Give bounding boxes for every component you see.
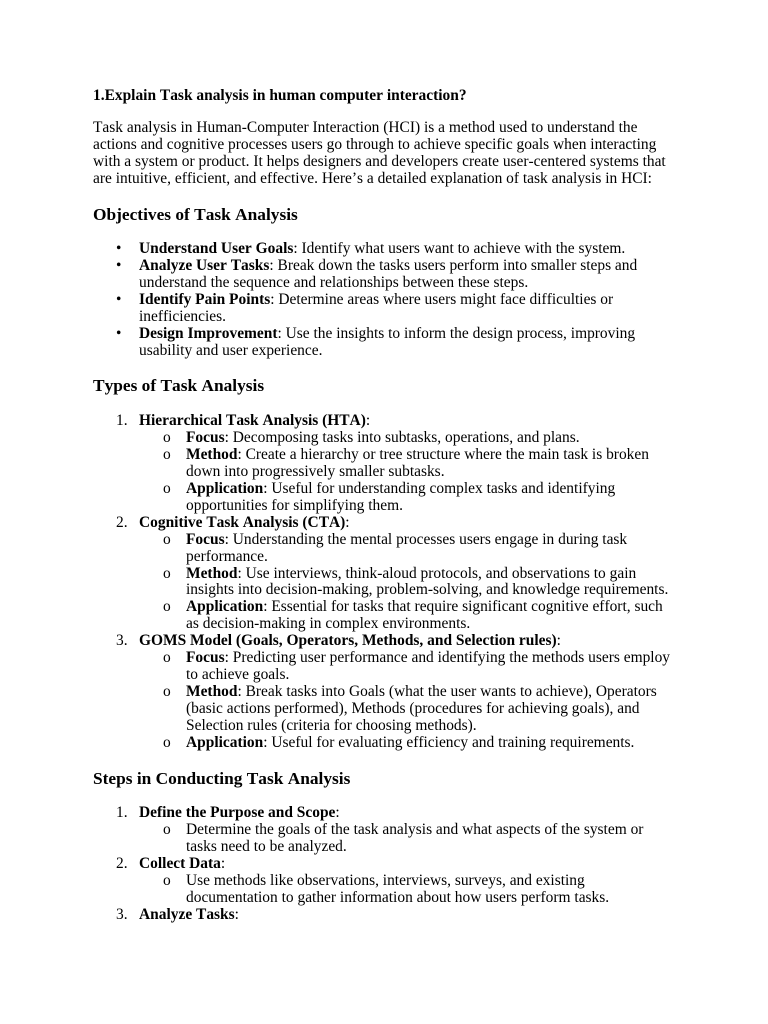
numbered-list bbox=[93, 413, 703, 752]
question-title: 1.Explain Task analysis in human computer interaction? bbox=[93, 86, 467, 104]
sub-list bbox=[139, 650, 703, 752]
intro-line: actions and cognitive processes users go through to achieve specific goals when interacting bbox=[93, 136, 657, 154]
item-term: Cognitive Task Analysis (CTA) bbox=[139, 513, 346, 531]
sections bbox=[93, 205, 703, 924]
sub-item-text-line: to achieve goals. bbox=[186, 666, 290, 684]
item-first-line bbox=[186, 735, 703, 752]
sub-list-item bbox=[139, 447, 703, 481]
bullet-marker: • bbox=[116, 257, 122, 275]
item-first-line bbox=[186, 430, 703, 447]
item-text-line: : bbox=[345, 513, 350, 531]
sub-list-item bbox=[139, 430, 703, 447]
sub-list bbox=[139, 822, 703, 856]
item-first-line bbox=[186, 822, 703, 839]
item-text-line: : Determine areas where users might face difficulties or bbox=[270, 291, 614, 309]
sub-item-text-line: : Decomposing tasks into subtasks, operations, and plans. bbox=[224, 428, 580, 446]
numbered-list bbox=[93, 805, 703, 924]
item-first-line bbox=[139, 326, 703, 343]
item-text-line: : bbox=[335, 804, 340, 821]
bullet-marker: • bbox=[116, 325, 122, 343]
sub-item-text-line: down into progressively smaller subtasks. bbox=[186, 462, 445, 480]
item-term: Hierarchical Task Analysis (HTA) bbox=[139, 411, 366, 429]
item-first-line bbox=[139, 633, 703, 650]
intro-line: Task analysis in Human-Computer Interaction (HCI) is a method used to understand the bbox=[93, 119, 638, 137]
sub-item-text-line: : Understanding the mental processes users engage in during task bbox=[224, 530, 628, 548]
item-term: Analyze User Tasks bbox=[139, 257, 270, 275]
list-number: 2. bbox=[116, 854, 128, 872]
item-term: Define the Purpose and Scope bbox=[139, 804, 336, 821]
list-item bbox=[93, 241, 703, 258]
list-item bbox=[93, 326, 703, 360]
item-first-line bbox=[139, 258, 703, 275]
item-first-line bbox=[186, 481, 703, 498]
sub-bullet-marker: o bbox=[163, 530, 171, 548]
item-term: Design Improvement bbox=[139, 325, 278, 343]
item-first-line bbox=[186, 566, 703, 583]
item-term: Application bbox=[186, 734, 264, 752]
item-first-line bbox=[186, 650, 703, 667]
item-term: Understand User Goals bbox=[139, 240, 294, 258]
list-item bbox=[93, 907, 703, 924]
item-first-line bbox=[139, 292, 703, 309]
list-item bbox=[93, 258, 703, 292]
sub-bullet-marker: o bbox=[163, 445, 171, 463]
item-term: Identify Pain Points bbox=[139, 291, 271, 309]
sub-item-text-line: performance. bbox=[186, 547, 268, 565]
sub-item-text-line: Selection rules (criteria for choosing methods). bbox=[186, 717, 477, 735]
item-term: Focus bbox=[186, 428, 225, 446]
item-first-line bbox=[139, 413, 703, 430]
sub-bullet-marker: o bbox=[163, 734, 171, 752]
item-term: Focus bbox=[186, 649, 225, 667]
sub-item-text-line: : Create a hierarchy or tree structure where the main task is broken bbox=[237, 445, 649, 463]
intro-line: with a system or product. It helps designers and developers create user-centered systems that bbox=[93, 153, 666, 171]
item-first-line bbox=[139, 907, 703, 924]
item-term: Method bbox=[186, 564, 238, 582]
section-heading: Types of Task Analysis bbox=[93, 376, 265, 396]
section-heading: Objectives of Task Analysis bbox=[93, 204, 298, 224]
sub-list-item bbox=[139, 650, 703, 684]
section bbox=[93, 376, 703, 752]
sub-bullet-marker: o bbox=[163, 683, 171, 701]
item-text-line: : bbox=[556, 632, 561, 650]
item-text-line: : Break down the tasks users perform into smaller steps and bbox=[269, 257, 638, 275]
bullet-marker: • bbox=[116, 291, 122, 309]
item-text-line: usability and user experience. bbox=[139, 341, 323, 359]
item-first-line bbox=[139, 856, 703, 873]
bullet-list bbox=[93, 241, 703, 360]
intro-paragraph bbox=[93, 120, 703, 188]
section bbox=[93, 205, 703, 360]
item-term: Application bbox=[186, 598, 264, 616]
sub-list-item bbox=[139, 481, 703, 515]
item-first-line bbox=[186, 684, 703, 701]
sub-item-text-line: : Useful for understanding complex tasks and identifying bbox=[263, 479, 616, 497]
item-term: Collect Data bbox=[139, 854, 221, 872]
sub-list bbox=[139, 430, 703, 515]
sub-item-text-line: (basic actions performed), Methods (procedures for achieving goals), and bbox=[186, 700, 640, 718]
item-term: Method bbox=[186, 683, 238, 701]
list-number: 2. bbox=[116, 513, 128, 531]
bullet-marker: • bbox=[116, 240, 122, 258]
item-first-line bbox=[186, 873, 703, 890]
sub-bullet-marker: o bbox=[163, 598, 171, 616]
sub-list-item bbox=[139, 599, 703, 633]
page-content bbox=[93, 88, 703, 941]
sub-item-text-line: : Essential for tasks that require significant cognitive effort, such bbox=[263, 598, 663, 616]
list-number: 3. bbox=[116, 632, 128, 650]
sub-list-item bbox=[139, 532, 703, 566]
sub-item-text-line: Determine the goals of the task analysis and what aspects of the system or bbox=[186, 820, 644, 838]
sub-bullet-marker: o bbox=[163, 820, 171, 838]
sub-list bbox=[139, 873, 703, 907]
list-item bbox=[93, 633, 703, 752]
item-first-line bbox=[139, 515, 703, 532]
sub-bullet-marker: o bbox=[163, 428, 171, 446]
sub-item-text-line: tasks need to be analyzed. bbox=[186, 837, 347, 855]
item-text-line: : bbox=[365, 411, 371, 429]
intro-line: are intuitive, efficient, and effective. Here’s a detailed explanation of task analysis in HCI: bbox=[93, 170, 652, 188]
item-first-line bbox=[139, 805, 703, 822]
section-heading: Steps in Conducting Task Analysis bbox=[93, 768, 351, 788]
item-first-line bbox=[139, 241, 703, 258]
item-first-line bbox=[186, 447, 703, 464]
item-text-line: understand the sequence and relationships between these steps. bbox=[139, 274, 529, 292]
sub-bullet-marker: o bbox=[163, 649, 171, 667]
sub-list-item bbox=[139, 735, 703, 752]
list-item bbox=[93, 292, 703, 326]
section bbox=[93, 769, 703, 924]
item-text-line: : bbox=[220, 854, 226, 872]
list-number: 1. bbox=[116, 804, 128, 821]
item-term: Application bbox=[186, 479, 264, 497]
list-item bbox=[93, 856, 703, 907]
item-first-line bbox=[186, 532, 703, 549]
item-text-line: : Use the insights to inform the design process, improving bbox=[277, 325, 636, 343]
sub-bullet-marker: o bbox=[163, 479, 171, 497]
list-number: 1. bbox=[116, 411, 128, 429]
sub-bullet-marker: o bbox=[163, 564, 171, 582]
sub-list-item bbox=[139, 873, 703, 907]
sub-list-item bbox=[139, 822, 703, 856]
item-text-line: : bbox=[234, 905, 239, 923]
sub-bullet-marker: o bbox=[163, 871, 171, 889]
item-term: GOMS Model (Goals, Operators, Methods, and Selection rules) bbox=[139, 632, 557, 650]
item-term: Method bbox=[186, 445, 238, 463]
sub-item-text-line: documentation to gather information about how users perform tasks. bbox=[186, 888, 610, 906]
list-number: 3. bbox=[116, 905, 128, 923]
sub-list bbox=[139, 532, 703, 634]
sub-item-text-line: opportunities for simplifying them. bbox=[186, 496, 403, 514]
item-text-line: : Identify what users want to achieve with the system. bbox=[293, 240, 626, 258]
sub-list-item bbox=[139, 684, 703, 735]
sub-item-text-line: Use methods like observations, interviews, surveys, and existing bbox=[186, 871, 585, 889]
item-term: Analyze Tasks bbox=[139, 905, 235, 923]
list-item bbox=[93, 515, 703, 634]
sub-item-text-line: : Useful for evaluating efficiency and training requirements. bbox=[263, 734, 635, 752]
item-first-line bbox=[186, 599, 703, 616]
sub-item-text-line: as decision-making in complex environments. bbox=[186, 615, 471, 633]
sub-item-text-line: : Use interviews, think-aloud protocols, and observations to gain bbox=[237, 564, 637, 582]
item-term: Focus bbox=[186, 530, 225, 548]
sub-list-item bbox=[139, 566, 703, 600]
sub-item-text-line: : Predicting user performance and identifying the methods users employ bbox=[224, 649, 671, 667]
item-text-line: inefficiencies. bbox=[139, 308, 227, 326]
sub-item-text-line: : Break tasks into Goals (what the user wants to achieve), Operators bbox=[237, 683, 657, 701]
list-item bbox=[93, 413, 703, 515]
list-item bbox=[93, 805, 703, 856]
sub-item-text-line: insights into decision-making, problem-solving, and knowledge requirements. bbox=[186, 581, 669, 599]
